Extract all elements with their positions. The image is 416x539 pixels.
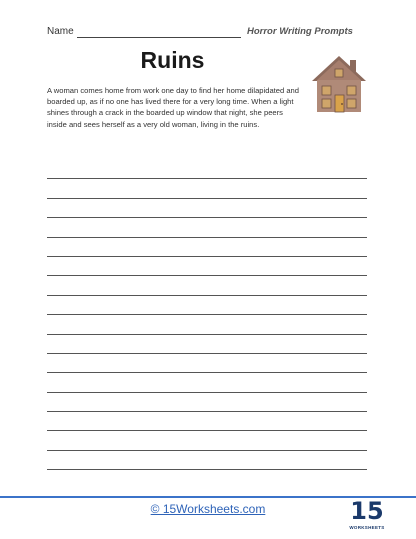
writing-line[interactable] <box>47 354 367 373</box>
writing-line[interactable] <box>47 218 367 237</box>
writing-line[interactable] <box>47 276 367 295</box>
writing-line[interactable] <box>47 179 367 198</box>
writing-line[interactable] <box>47 296 367 315</box>
writing-line[interactable] <box>47 393 367 412</box>
footer-link[interactable]: © 15Worksheets.com <box>150 502 266 516</box>
logo-word: WORKSHEETS <box>349 525 385 530</box>
writing-line[interactable] <box>47 412 367 431</box>
writing-line[interactable] <box>47 451 367 470</box>
worksheets-logo <box>349 497 385 537</box>
writing-line[interactable] <box>47 373 367 392</box>
prompt-title: Horror Writing Prompts <box>247 26 353 37</box>
logo-number: 15 <box>350 497 384 525</box>
writing-line[interactable] <box>47 431 367 450</box>
writing-line[interactable] <box>47 199 367 218</box>
writing-line[interactable] <box>47 335 367 354</box>
writing-line[interactable] <box>47 315 367 334</box>
name-label: Name <box>47 26 74 37</box>
writing-line[interactable] <box>47 160 367 179</box>
writing-lines[interactable] <box>47 160 367 470</box>
writing-line[interactable] <box>47 238 367 257</box>
header <box>47 25 353 41</box>
prompt-paragraph: A woman comes home from work one day to find her home dilapidated and boarded up, as if no one has lived there for a very long time. When a light shines through a crack in the boarded up window that night, she peers inside and sees herself as a very old woman, living in the ruins. <box>47 86 299 129</box>
name-line[interactable] <box>77 37 241 38</box>
page-title: Ruins <box>140 47 205 73</box>
house-icon <box>311 54 367 114</box>
writing-line[interactable] <box>47 257 367 276</box>
